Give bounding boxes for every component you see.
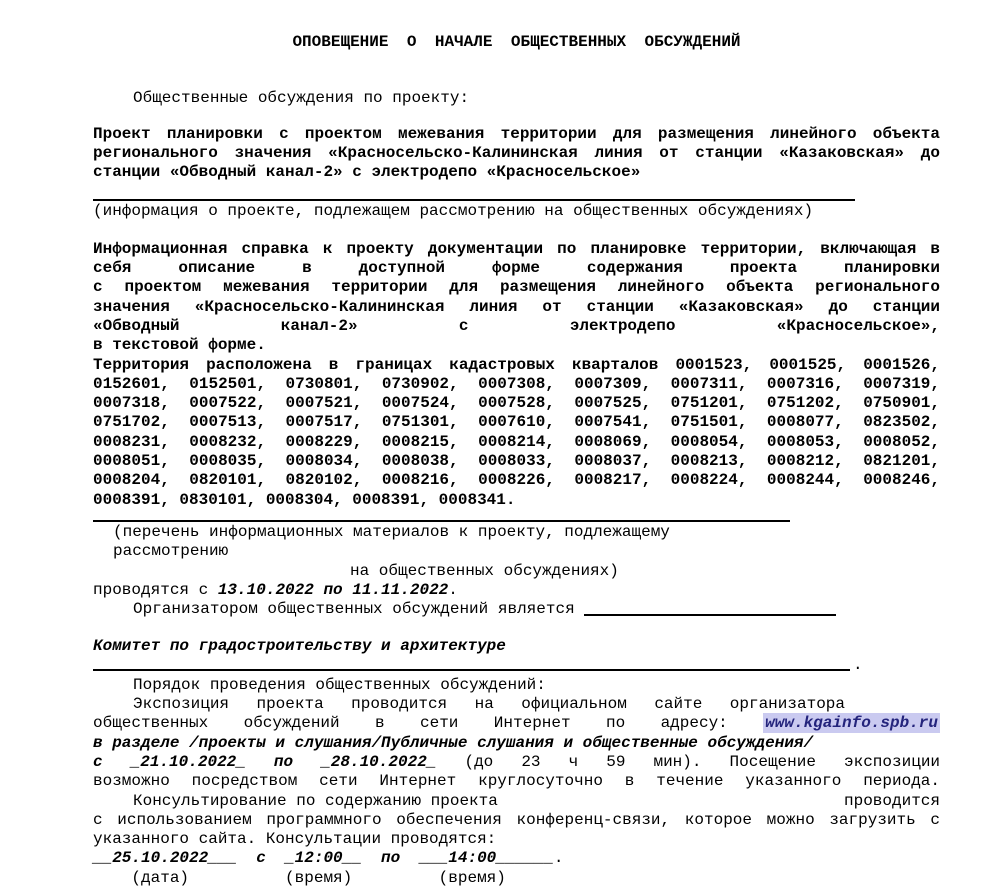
materials-caption-line: (перечень информационных материалов к проекту, подлежащему рассмотрению <box>113 522 670 561</box>
territory-line: 0008051, 0008035, 0008034, 0008038, 0008033, 0008037, 0008213, 0008212, 0821201, <box>93 452 940 471</box>
procedure-heading: Порядок проведения общественных обсуждений: <box>133 675 546 694</box>
consultation-schedule-values: __25.10.2022___ с _12:00__ по ___14:00______ <box>93 849 554 868</box>
territory-line: 0751702, 0007513, 0007517, 0751301, 0007610, 0007541, 0751501, 0008077, 0823502, <box>93 413 940 432</box>
exposition-date-range: с _21.10.2022_ по _28.10.2022_ <box>93 752 437 771</box>
project-info-caption: (информация о проекте, подлежащем рассмотрению на общественных обсуждениях) <box>93 202 814 221</box>
project-line: станции «Обводный канал-2» с электродепо «Красносельское» <box>93 163 641 182</box>
hearing-dates-range: 13.10.2022 по 11.11.2022 <box>217 580 449 599</box>
consultation-line-2: с использованием программного обеспечения конференц-связи, которое можно загрузить с <box>93 810 940 829</box>
territory-line: 0008231, 0008232, 0008229, 0008215, 0008214, 0008069, 0008054, 0008053, 0008052, <box>93 432 940 451</box>
exposition-dates-rest: (до 23 ч 59 мин). Посещение экспозиции <box>464 752 941 771</box>
territory-paragraph <box>93 356 940 510</box>
materials-caption-rule <box>93 520 790 581</box>
consultation-text-right: проводится <box>843 791 940 810</box>
intro-line: Общественные обсуждения по проекту: <box>133 89 470 108</box>
organizer-name: Комитет по градостроительству и архитектуре <box>93 637 506 656</box>
territory-line: 0152601, 0152501, 0730801, 0730902, 0007308, 0007309, 0007311, 0007316, 0007319, <box>93 374 940 393</box>
info-note-paragraph <box>93 240 940 356</box>
consultation-line-3: указанного сайта. Консультации проводятся: <box>93 830 497 849</box>
hearing-dates-period: . <box>448 580 458 599</box>
info-note-line: «Обводный канал-2» с электродепо «Красносельское», <box>93 316 940 335</box>
fill-rule-period: . <box>853 655 863 674</box>
consultation-schedule-period: . <box>553 849 564 868</box>
consultation-line-1 <box>93 792 940 811</box>
organizer-label: Организатором общественных обсуждений является <box>133 600 575 619</box>
site-url-link[interactable]: www.kgainfo.spb.ru <box>765 714 938 733</box>
territory-line: 0007318, 0007522, 0007521, 0007524, 0007528, 0007525, 0751201, 0751202, 0750901, <box>93 394 940 413</box>
consultation-text: Консультирование по содержанию проекта <box>133 791 498 810</box>
organizer-blank-field <box>584 602 836 616</box>
info-note-line: с проектом межевания территории для размещения линейного объекта регионального <box>93 278 940 297</box>
project-info-rule <box>93 199 855 221</box>
project-paragraph <box>93 125 940 183</box>
info-note-line: себя описание в доступной форме содержания проекта планировки <box>93 259 940 278</box>
project-line: Проект планировки с проектом межевания территории для размещения линейного объекта <box>93 124 940 143</box>
hearing-dates-line <box>93 581 940 600</box>
project-line: регионального значения «Красносельско-Калининская линия от станции «Казаковская» до <box>93 143 940 162</box>
schedule-field-labels: (дата) (время) (время) <box>93 868 506 887</box>
site-section-path: в разделе /проекты и слушания/Публичные слушания и общественные обсуждения/ <box>93 733 814 752</box>
exposition-url-line <box>93 714 940 733</box>
exposition-dates-line <box>93 753 940 772</box>
info-note-line: Информационная справка к проекту документации по планировке территории, включающая в <box>93 239 940 258</box>
document-title: ОПОВЕЩЕНИЕ О НАЧАЛЕ ОБЩЕСТВЕННЫХ ОБСУЖДЕНИЙ <box>292 33 741 51</box>
territory-line: Территория расположена в границах кадастровых кварталов 0001523, 0001525, 0001526, <box>93 355 940 374</box>
materials-caption-line: на общественных обсуждениях) <box>350 561 619 580</box>
organizer-line <box>93 600 940 619</box>
exposition-line-1: Экспозиция проекта проводится на официальном сайте организатора <box>133 695 845 714</box>
territory-line: 0008391, 0830101, 0008304, 0008391, 0008341. <box>93 490 516 509</box>
info-note-line: значения «Красносельско-Калининская линия от станции «Казаковская» до станции <box>93 297 940 316</box>
organizer-fill-rule <box>93 655 940 674</box>
exposition-url-prefix: общественных обсуждений в сети Интернет по адресу: <box>93 714 728 733</box>
info-note-line: в текстовой форме. <box>93 336 266 355</box>
territory-line: 0008204, 0820101, 0820102, 0008216, 0008226, 0008217, 0008224, 0008244, 0008246, <box>93 471 940 490</box>
consultation-schedule-line <box>93 849 940 868</box>
exposition-line-5: возможно посредством сети Интернет круглосуточно в течение указанного периода. <box>93 772 940 791</box>
hearing-dates-prefix: проводятся с <box>93 580 218 599</box>
fill-rule-line <box>93 659 850 671</box>
